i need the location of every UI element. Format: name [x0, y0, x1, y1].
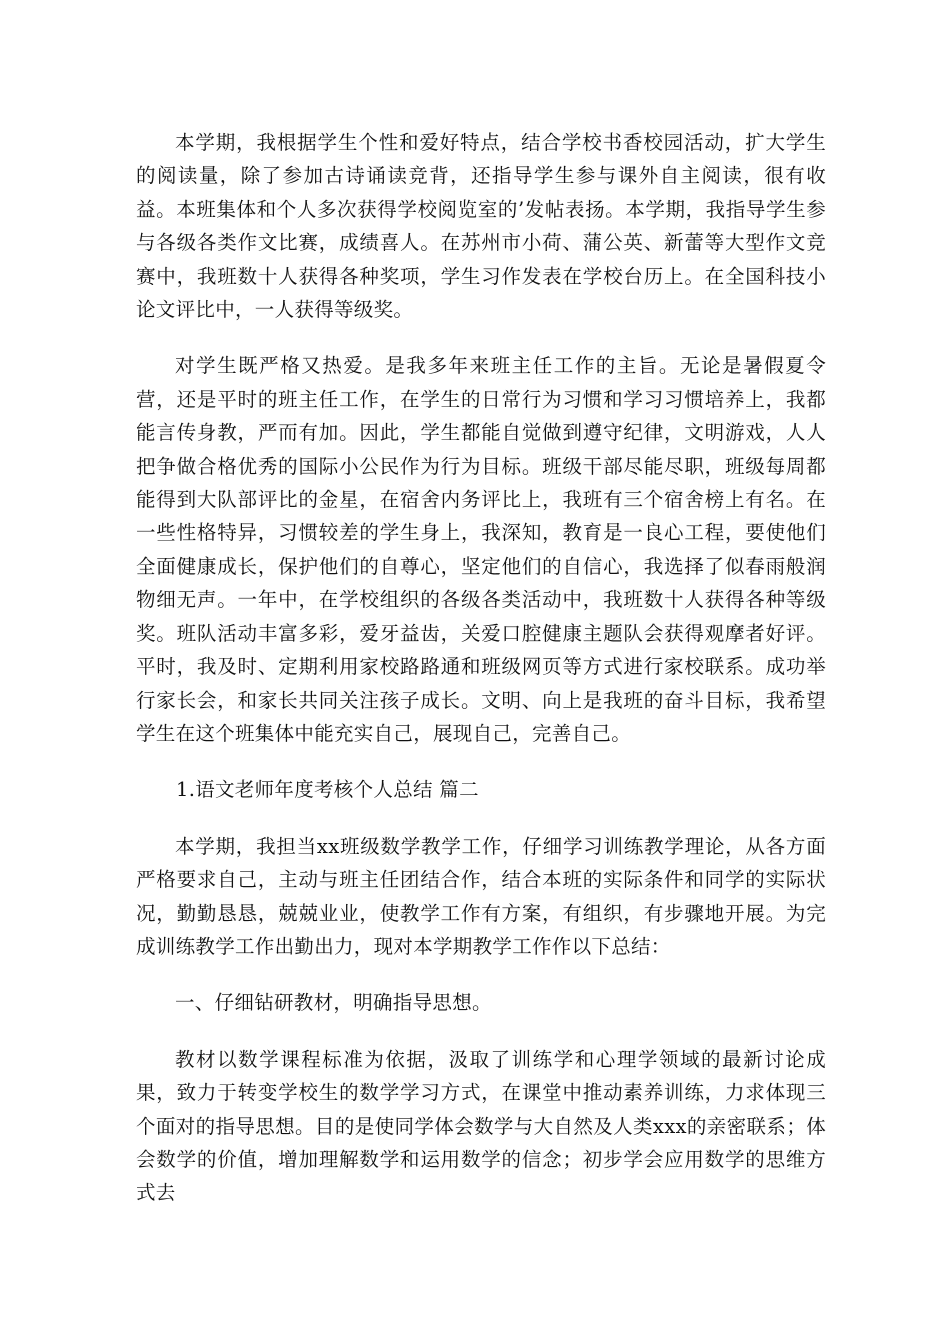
paragraph-textbook-guidance: 教材以数学课程标准为依据，汲取了训练学和心理学领域的最新讨论成果，致力于转变学校生的数学学习方式，在课堂中推动素养训练，力求体现三个面对的指导思想。目的是使同学体会数学与大自然及人类xxx的亲密联系；体会数学的价值，增加理解数学和运用数学的信念；初步学会应用数学的思维方式去: [136, 1047, 826, 1205]
section-heading: 1.语文老师年度考核个人总结 篇二: [176, 778, 479, 802]
paragraph-math-teaching-intro: 本学期，我担当xx班级数学教学工作，仔细学习训练教学理论，从各方面严格要求自己，主动与班主任团结合作，结合本班的实际条件和同学的实际状况，勤勤恳恳，兢兢业业，使教学工作有方案，有组织，有步骤地开展。为完成训练教学工作出勤出力，现对本学期教学工作作以下总结：: [136, 834, 826, 958]
paragraph-reading-achievements: 本学期，我根据学生个性和爱好特点，结合学校书香校园活动，扩大学生的阅读量，除了参加古诗诵读竞背，还指导学生参与课外自主阅读，很有收益。本班集体和个人多次获得学校阅览室的’发帖表扬。本学期，我指导学生参与各级各类作文比赛，成绩喜人。在苏州市小荷、蒲公英、新蕾等大型作文竞赛中，我班数十人获得各种奖项，学生习作发表在学校台历上。在全国科技小论文评比中，一人获得等级奖。: [136, 131, 826, 322]
sub-heading-study-textbook: 一、仔细钻研教材，明确指导思想。: [175, 991, 492, 1015]
document-body: [136, 126, 826, 1210]
paragraph-class-management: 对学生既严格又热爱。是我多年来班主任工作的主旨。无论是暑假夏令营，还是平时的班主任工作，在学生的日常行为习惯和学习习惯培养上，我都能言传身教，严而有加。因此，学生都能自觉做到遵守纪律，文明游戏，人人把争做合格优秀的国际小公民作为行为目标。班级干部尽能尽职，班级每周都能得到大队部评比的金星，在宿舍内务评比上，我班有三个宿舍榜上有名。在一些性格特异，习惯较差的学生身上，我深知，教育是一良心工程，要使他们全面健康成长，保护他们的自尊心，坚定他们的自信心，我选择了似春雨般润物细无声。一年中，在学校组织的各级各类活动中，我班数十人获得各种等级奖。班队活动丰富多彩，爱牙益齿，关爱口腔健康主题队会获得观摩者好评。平时，我及时、定期利用家校路路通和班级网页等方式进行家校联系。成功举行家长会，和家长共同关注孩子成长。文明、向上是我班的奋斗目标，我希望学生在这个班集体中能充实自己，展现自己，完善自己。: [136, 354, 826, 745]
